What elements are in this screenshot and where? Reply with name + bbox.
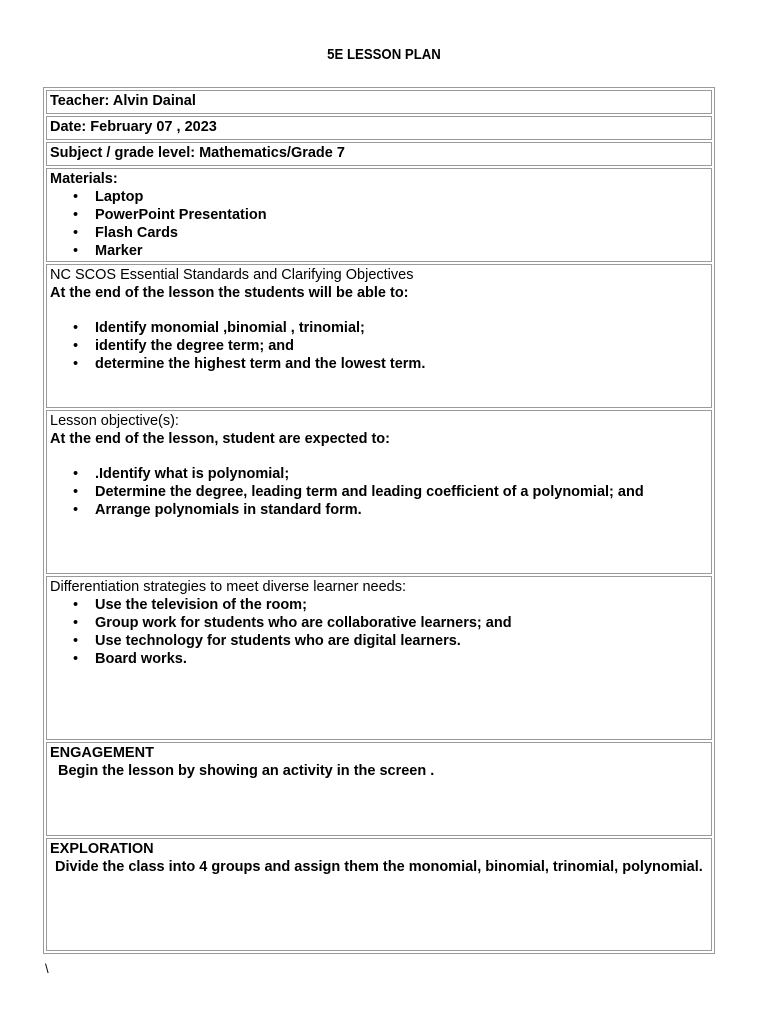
- materials-row: [46, 168, 712, 262]
- teacher-text: Teacher: Alvin Dainal: [50, 93, 196, 109]
- list-item: • determine the highest term and the lowest term.: [95, 355, 708, 373]
- teacher-row: [46, 90, 712, 114]
- date-text: Date: February 07 , 2023: [50, 119, 217, 135]
- date-row: [46, 116, 712, 140]
- differentiation-list: [50, 596, 708, 668]
- standards-intro: At the end of the lesson the students will be able to:: [50, 285, 409, 301]
- objectives-row: [46, 410, 712, 574]
- objectives-heading: Lesson objective(s):: [50, 413, 179, 429]
- list-item: • Identify monomial ,binomial , trinomial;: [95, 319, 708, 337]
- subject-row: [46, 142, 712, 166]
- list-item: • identify the degree term; and: [95, 337, 708, 355]
- list-item: • .Identify what is polynomial;: [95, 465, 708, 483]
- footer-mark: \: [45, 961, 49, 976]
- differentiation-row: [46, 576, 712, 740]
- exploration-text: Divide the class into 4 groups and assign them the monomial, binomial, trinomial, polynomial.: [55, 859, 703, 875]
- objectives-intro: At the end of the lesson, student are expected to:: [50, 431, 390, 447]
- lesson-plan-table: [43, 87, 715, 954]
- list-item: • Laptop: [95, 188, 708, 206]
- standards-row: [46, 264, 712, 408]
- subject-text: Subject / grade level: Mathematics/Grade 7: [50, 145, 345, 161]
- exploration-row: [46, 838, 712, 951]
- list-item: • Determine the degree, leading term and leading coefficient of a polynomial; and: [95, 483, 708, 501]
- list-item: • Board works.: [95, 650, 708, 668]
- list-item: • Use technology for students who are digital learners.: [95, 632, 708, 650]
- list-item: • Group work for students who are collaborative learners; and: [95, 614, 708, 632]
- list-item: • Arrange polynomials in standard form.: [95, 501, 708, 519]
- list-item: • PowerPoint Presentation: [95, 206, 708, 224]
- materials-heading: Materials:: [50, 171, 118, 187]
- list-item: • Use the television of the room;: [95, 596, 708, 614]
- standards-heading: NC SCOS Essential Standards and Clarifying Objectives: [50, 267, 414, 283]
- standards-list: [50, 319, 708, 373]
- list-item: • Marker: [95, 242, 708, 260]
- exploration-heading: EXPLORATION: [50, 841, 154, 857]
- engagement-heading: ENGAGEMENT: [50, 745, 154, 761]
- list-item: • Flash Cards: [95, 224, 708, 242]
- engagement-text: Begin the lesson by showing an activity in the screen .: [58, 763, 435, 779]
- document-title: 5E LESSON PLAN: [327, 46, 441, 63]
- engagement-row: [46, 742, 712, 836]
- materials-list: [50, 188, 708, 260]
- objectives-list: [50, 465, 708, 519]
- differentiation-heading: Differentiation strategies to meet diverse learner needs:: [50, 579, 406, 595]
